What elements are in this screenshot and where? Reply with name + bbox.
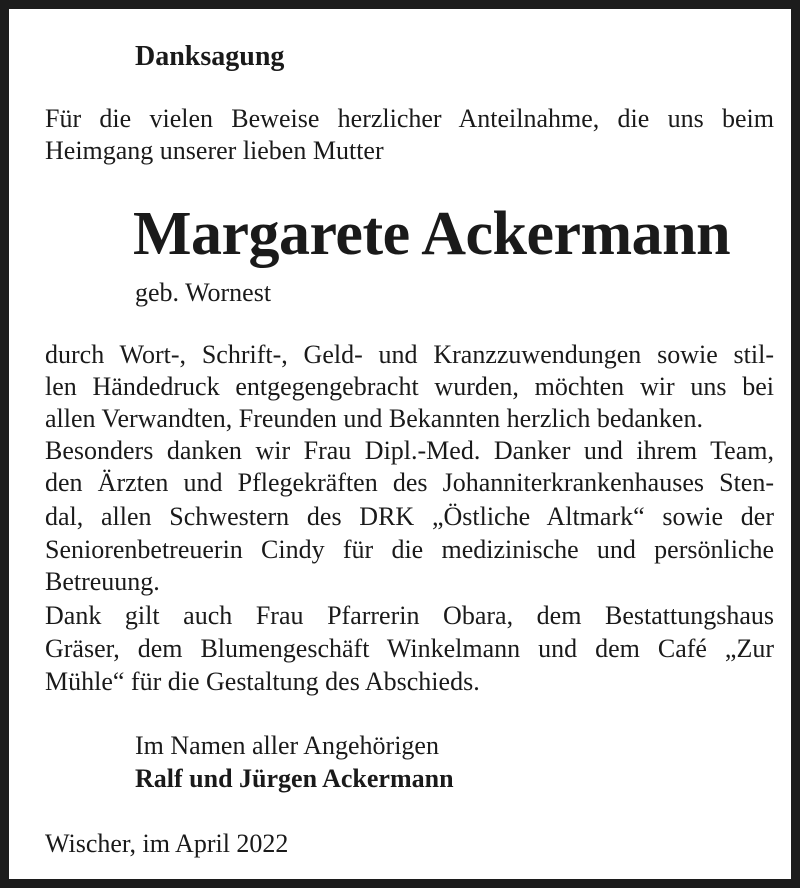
body-line: durch Wort-, Schrift-, Geld- und Kranzzuwendungen sowie stil- <box>45 340 774 369</box>
body-line: Dank gilt auch Frau Pfarrerin Obara, dem Bestattungshaus <box>45 601 774 630</box>
body-line: Betreuung. <box>45 567 160 596</box>
notice-heading: Danksagung <box>135 41 285 72</box>
intro-line: Für die vielen Beweise herzlicher Anteilnahme, die uns beim <box>45 104 774 133</box>
body-line: allen Verwandten, Freunden und Bekannten herzlich bedanken. <box>45 404 703 433</box>
body-line: Gräser, dem Blumengeschäft Winkelmann und dem Café „Zur <box>45 634 774 663</box>
signature-intro: Im Namen aller Angehörigen <box>135 731 439 760</box>
body-line: Seniorenbetreuerin Cindy für die medizinische und persönliche <box>45 535 774 564</box>
body-line: len Händedruck entgegengebracht wurden, möchten wir uns bei <box>45 372 774 401</box>
body-line: dal, allen Schwestern des DRK „Östliche Altmark“ sowie der <box>45 502 774 531</box>
birth-name: geb. Wornest <box>135 278 272 307</box>
signature-names: Ralf und Jürgen Ackermann <box>135 764 454 793</box>
body-line: Mühle“ für die Gestaltung des Abschieds. <box>45 667 480 696</box>
body-line: den Ärzten und Pflegekräften des Johanniterkrankenhauses Sten- <box>45 468 774 497</box>
place-date: Wischer, im April 2022 <box>45 829 289 858</box>
deceased-name: Margarete Ackermann <box>133 200 731 268</box>
body-line: Besonders danken wir Frau Dipl.-Med. Danker und ihrem Team, <box>45 436 774 465</box>
intro-line: Heimgang unserer lieben Mutter <box>45 136 384 165</box>
